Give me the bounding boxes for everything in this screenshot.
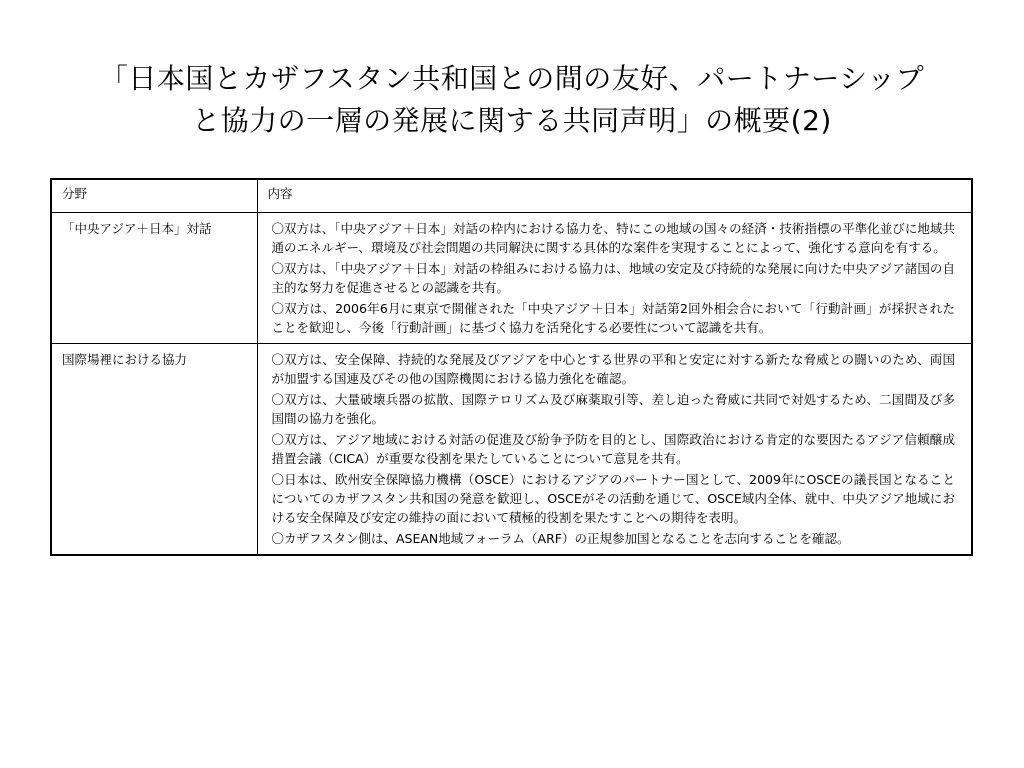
content-paragraph: 〇双方は、大量破壊兵器の拡散、国際テロリズム及び麻薬取引等、差し迫った脅威に共同で対処するため、二国間及び多国間の協力を強化。 xyxy=(271,392,955,426)
content-cell-international-cooperation xyxy=(257,344,972,556)
field-cell-international-cooperation: 国際場裡における協力 xyxy=(51,344,257,556)
table-row xyxy=(51,344,972,556)
summary-table xyxy=(50,178,973,556)
slide-title xyxy=(40,58,984,142)
table-row xyxy=(51,213,972,344)
header-field: 分野 xyxy=(51,179,257,213)
content-paragraph: 〇双方は、2006年6月に東京で開催された「中央アジア＋日本」対話第2回外相会合において「行動計画」が採択されたことを歓迎し、今後「行動計画」に基づく協力を活発化する必要性について認識を共有。 xyxy=(271,301,955,335)
table-header-row xyxy=(51,179,972,213)
content-paragraph: 〇双方は、「中央アジア＋日本」対話の枠組みにおける協力は、地域の安定及び持続的な発展に向けた中央アジア諸国の自主的な努力を促進させるとの認識を共有。 xyxy=(271,261,955,295)
field-cell-central-asia-dialogue: 「中央アジア＋日本」対話 xyxy=(51,213,257,344)
slide-title-line-2: と協力の一層の発展に関する共同声明」の概要(2) xyxy=(192,104,832,137)
content-paragraph: 〇双方は、「中央アジア＋日本」対話の枠内における協力を、特にこの地域の国々の経済・技術指標の平準化並びに地域共通のエネルギー、環境及び社会問題の共同解決に関する具体的な案件を実現することによって、強化する意向を有する。 xyxy=(271,221,955,255)
content-paragraph: 〇双方は、安全保障、持続的な発展及びアジアを中心とする世界の平和と安定に対する新たな脅威との闘いのため、両国が加盟する国連及びその他の国際機関における協力強化を確認。 xyxy=(271,352,955,386)
slide-title-line-1: 「日本国とカザフスタン共和国との間の友好、パートナーシップ xyxy=(99,62,925,95)
content-paragraph: 〇カザフスタン側は、ASEAN地域フォーラム（ARF）の正規参加国となることを志向することを確認。 xyxy=(271,531,850,546)
content-paragraph: 〇双方は、アジア地域における対話の促進及び紛争予防を目的とし、国際政治における肯定的な要因たるアジア信頼醸成措置会議（CICA）が重要な役割を果たしていることについて意見を共有。 xyxy=(271,432,955,466)
content-paragraph: 〇日本は、欧州安全保障協力機構（OSCE）におけるアジアのパートナー国として、2009年にOSCEの議長国となることについてのカザフスタン共和国の発意を歓迎し、OSCEがその活動を通じて、OSCE域内全体、就中、中央アジア地域における安全保障及び安定の維持の面において積極的役割を果たすことへの期待を表明。 xyxy=(271,472,955,525)
content-cell-central-asia-dialogue xyxy=(257,213,972,344)
header-content: 内容 xyxy=(257,179,972,213)
